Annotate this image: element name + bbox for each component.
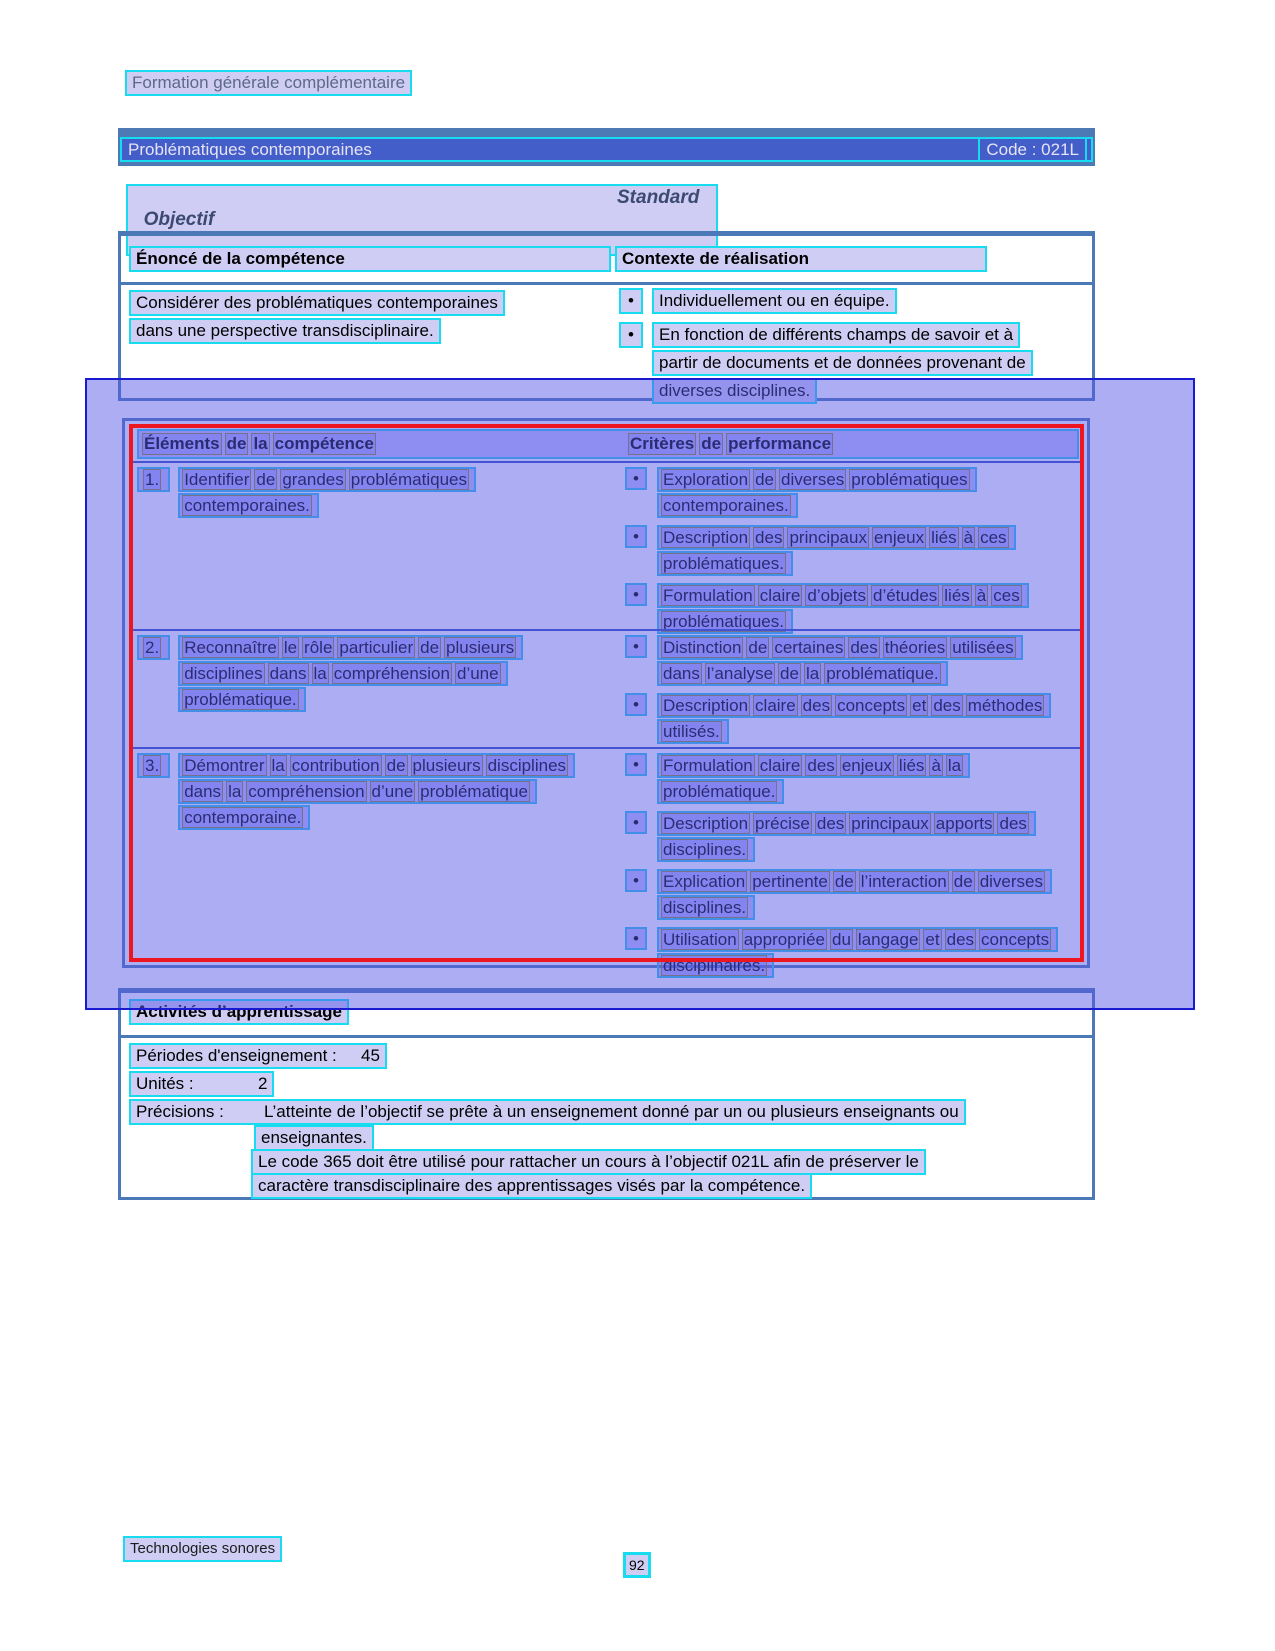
critere-line: problématiques. [657,609,793,634]
precisions-line: enseignantes. [254,1125,374,1151]
enonce-header-separator [121,282,1092,285]
bullet-icon: • [619,288,643,314]
bullet-icon: • [625,525,647,548]
critere-item [625,811,1081,863]
bullet-icon: • [625,635,647,658]
critere-item [625,753,1081,805]
bullet-icon: • [625,869,647,892]
bullet-icon: • [625,467,647,490]
bullet-icon: • [625,927,647,950]
activites-header-separator [121,1035,1092,1038]
enonce-line: Considérer des problématiques contemporaines [129,290,505,316]
critere-item [625,583,1081,635]
critere-line: Formulation claire d’objets d’études liés à ces [657,583,1029,608]
precisions-line: Le code 365 doit être utilisé pour rattacher un cours à l’objectif 021L afin de préserver le [251,1149,926,1175]
critere-line: problématiques. [657,551,793,576]
contexte-list [619,288,1084,404]
element-line: contemporaines. [178,493,319,518]
elements-header: Éléments de la compétence [144,434,374,453]
unites-label: Unités : [136,1074,194,1093]
element-row-2 [137,635,1081,751]
critere-line: disciplines. [657,837,755,862]
precisions-line: caractère transdisciplinaire des apprentissages visés par la compétence. [251,1173,812,1199]
row-separator [129,629,1083,631]
row-separator [129,747,1083,749]
enonce-line: dans une perspective transdisciplinaire. [129,318,441,344]
bullet-icon: • [625,583,647,606]
periodes-label: Périodes d'enseignement : [136,1046,337,1065]
activites-table [118,988,1095,1200]
contexte-line: En fonction de différents champs de savoir et à [652,322,1020,348]
critere-item [625,927,1081,979]
enonce-header: Énoncé de la compétence [129,246,611,272]
title-bar [118,128,1095,166]
critere-line: Explication pertinente de l’interaction de diverses [657,869,1052,894]
title-bar-highlight [120,137,1093,162]
enonce-text [129,290,599,344]
critere-item [625,525,1081,577]
element-line: dans la compréhension d’une problématique [178,779,537,804]
element-number: 2. [137,635,170,660]
precisions-row [129,1099,966,1125]
critere-item [625,467,1081,519]
enonce-table [118,231,1095,401]
critere-line: contemporaines. [657,493,798,518]
row-separator [129,461,1083,463]
elements-table [122,418,1090,975]
critere-item [625,635,1081,687]
critere-line: Exploration de diverses problématiques [657,467,977,492]
element-line: problématique. [178,687,305,712]
page-number: 92 [623,1552,651,1578]
elements-header-row [137,429,1079,459]
critere-item [625,693,1081,745]
objectif-heading: Objectif [143,209,215,230]
critere-line: problématique. [657,779,784,804]
periodes-value: 45 [361,1046,380,1065]
document-title: Formation générale complémentaire [125,70,412,96]
code-badge: Code : 021L [978,137,1087,162]
critere-line: utilisés. [657,719,729,744]
contexte-item [619,288,1084,314]
element-row-1 [137,467,1081,641]
bullet-icon: • [625,753,647,776]
element-number: 3. [137,753,170,778]
element-line: Identifier de grandes problématiques [178,467,476,492]
critere-line: Description claire des concepts et des méthodes [657,693,1051,718]
periodes-row [129,1043,387,1069]
critere-line: disciplinaires. [657,953,774,978]
critere-line: Description des principaux enjeux liés à ces [657,525,1016,550]
footer-program-name: Technologies sonores [123,1536,282,1562]
contexte-line: partir de documents et de données provenant de [652,350,1033,376]
element-line: Démontrer la contribution de plusieurs disciplines [178,753,575,778]
title-bar-text: Problématiques contemporaines [128,140,372,159]
contexte-line: diverses disciplines. [652,378,817,404]
critere-line: Formulation claire des enjeux liés à la [657,753,970,778]
bullet-icon: • [625,811,647,834]
critere-item [625,869,1081,921]
bullet-icon: • [625,693,647,716]
element-number: 1. [137,467,170,492]
contexte-header: Contexte de réalisation [615,246,987,272]
element-line: contemporaine. [178,805,310,830]
contexte-line: Individuellement ou en équipe. [652,288,897,314]
criteres-header: Critères de performance [630,434,832,453]
contexte-item [619,322,1084,404]
critere-line: Utilisation appropriée du langage et des concepts [657,927,1058,952]
precisions-label: Précisions : [136,1102,224,1121]
critere-line: dans l’analyse de la problématique. [657,661,948,686]
bullet-icon: • [619,322,643,348]
standard-heading: Standard [617,187,700,208]
critere-line: disciplines. [657,895,755,920]
element-row-3 [137,753,1081,985]
unites-value: 2 [258,1074,268,1093]
critere-line: Description précise des principaux apports des [657,811,1036,836]
element-line: disciplines dans la compréhension d’une [178,661,507,686]
activites-header: Activités d’apprentissage [129,999,349,1025]
element-line: Reconnaître le rôle particulier de plusieurs [178,635,523,660]
unites-row [129,1071,274,1097]
precisions-line: L’atteinte de l’objectif se prête à un enseignement donné par un ou plusieurs enseignants ou [264,1102,959,1121]
critere-line: Distinction de certaines des théories utilisées [657,635,1023,660]
